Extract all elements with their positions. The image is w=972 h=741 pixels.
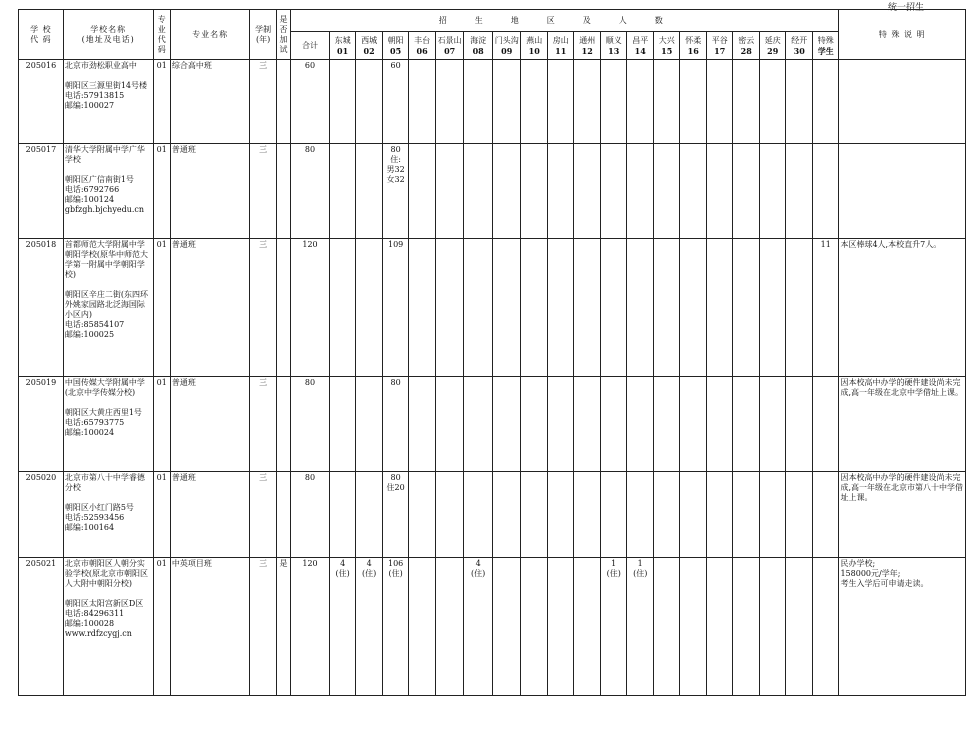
header-district-5 — [464, 32, 493, 60]
district-name: 西城 — [361, 35, 378, 45]
district-count — [627, 239, 654, 377]
district-count — [492, 144, 521, 239]
header-duration: 学制 (年) — [250, 10, 277, 60]
district-count — [521, 239, 548, 377]
district-count — [680, 239, 707, 377]
district-count — [521, 377, 548, 472]
header-area-title: 招生地区及人数 — [291, 10, 839, 32]
district-count — [521, 144, 548, 239]
district-name: 燕山 — [526, 35, 543, 45]
district-count — [733, 60, 760, 144]
district-count — [547, 558, 574, 696]
district-name: 平谷 — [711, 35, 728, 45]
district-count — [733, 558, 760, 696]
header-district-1 — [356, 32, 383, 60]
header-district-9 — [574, 32, 601, 60]
header-major-name: 专业名称 — [170, 10, 250, 60]
extra-test — [276, 144, 290, 239]
district-count — [574, 239, 601, 377]
major-code: 01 — [153, 377, 170, 472]
header-district-10 — [600, 32, 627, 60]
school-name-cell — [63, 239, 153, 377]
district-name: 顺义 — [605, 35, 622, 45]
major-name: 中英项目班 — [170, 558, 250, 696]
district-count: 4 (住) — [464, 558, 493, 696]
district-name: 海淀 — [470, 35, 487, 45]
district-code: 07 — [444, 45, 456, 56]
district-count — [492, 377, 521, 472]
major-code: 01 — [153, 558, 170, 696]
school-code: 205017 — [19, 144, 64, 239]
district-code: 30 — [793, 45, 805, 56]
district-code: 12 — [581, 45, 593, 56]
district-count: 1 (住) — [627, 558, 654, 696]
district-count — [600, 60, 627, 144]
district-count — [812, 60, 839, 144]
district-count — [759, 144, 786, 239]
major-name: 综合高中班 — [170, 60, 250, 144]
district-count — [733, 144, 760, 239]
district-count — [521, 472, 548, 558]
district-code: 10 — [528, 45, 540, 56]
extra-test — [276, 472, 290, 558]
district-count — [521, 60, 548, 144]
district-count — [680, 472, 707, 558]
top-note: 统一招生 — [887, 3, 924, 13]
district-count: 11 — [812, 239, 839, 377]
school-name: 清华大学附属中学广华学校 — [64, 145, 145, 164]
district-count — [653, 472, 680, 558]
district-count — [409, 144, 436, 239]
header-district-16 — [759, 32, 786, 60]
district-count: 80 — [382, 377, 409, 472]
major-code: 01 — [153, 472, 170, 558]
district-count — [759, 60, 786, 144]
duration: 三 — [250, 472, 277, 558]
district-count — [653, 377, 680, 472]
district-name: 通州 — [579, 35, 596, 45]
district-count — [733, 377, 760, 472]
school-code: 205019 — [19, 377, 64, 472]
district-count — [464, 377, 493, 472]
enrollment-table — [18, 9, 966, 696]
district-count — [464, 239, 493, 377]
school-name: 北京市朝阳区人朝分实验学校(原北京市朝阳区人大附中朝阳分校) — [64, 559, 148, 588]
header-notes: 特 殊 说 明 — [839, 10, 966, 60]
major-code: 01 — [153, 144, 170, 239]
district-code: 15 — [661, 45, 673, 56]
major-code: 01 — [153, 60, 170, 144]
school-address: 朝阳区辛庄二街(东四环外姚家园路北泛海国际小区内) 电话:85854107 邮编:100025 — [64, 290, 148, 339]
district-count — [521, 558, 548, 696]
school-address: 朝阳区广信南街1号 电话:6792766 邮编:100124 gbfzgh.bjchyedu.cn — [64, 175, 145, 214]
table-row — [19, 60, 966, 144]
school-address: 朝阳区太阳宫新区D区 电话:84296311 邮编:100028 www.rdfzcygj.cn — [64, 599, 144, 638]
district-count — [356, 377, 383, 472]
extra-test — [276, 377, 290, 472]
school-name-cell — [63, 60, 153, 144]
duration: 三 — [250, 144, 277, 239]
header-district-7 — [521, 32, 548, 60]
district-count: 60 — [382, 60, 409, 144]
special-notes: 因本校高中办学的硬件建设尚未完成,高一年级在北京市第八十中学借址上课。 — [839, 472, 966, 558]
district-count — [812, 377, 839, 472]
table-row — [19, 558, 966, 696]
total-count: 80 — [291, 472, 330, 558]
district-count — [812, 144, 839, 239]
district-code: 05 — [390, 45, 402, 56]
header-school-code: 学 校 代 码 — [19, 10, 64, 60]
district-count — [356, 144, 383, 239]
district-count — [759, 239, 786, 377]
header-district-18 — [812, 32, 839, 60]
table-row — [19, 239, 966, 377]
district-name: 房山 — [552, 35, 569, 45]
total-count: 60 — [291, 60, 330, 144]
district-count: 80 住: 男32 女32 — [382, 144, 409, 239]
header-district-3 — [409, 32, 436, 60]
district-count — [435, 144, 464, 239]
header-district-2 — [382, 32, 409, 60]
header-school-name: 学校名称 (地址及电话) — [63, 10, 153, 60]
district-count — [786, 144, 813, 239]
school-code: 205020 — [19, 472, 64, 558]
duration: 三 — [250, 239, 277, 377]
district-count — [464, 472, 493, 558]
district-count — [786, 377, 813, 472]
district-count — [600, 239, 627, 377]
district-count — [356, 472, 383, 558]
district-code: 17 — [714, 45, 726, 56]
district-count — [706, 144, 733, 239]
district-count — [492, 239, 521, 377]
district-count — [547, 60, 574, 144]
district-count — [547, 144, 574, 239]
major-name: 普通班 — [170, 144, 250, 239]
major-name: 普通班 — [170, 472, 250, 558]
district-count — [706, 60, 733, 144]
district-count — [733, 239, 760, 377]
district-count — [435, 60, 464, 144]
district-count — [627, 472, 654, 558]
district-count: 80 住20 — [382, 472, 409, 558]
header-district-6 — [492, 32, 521, 60]
school-name-cell — [63, 472, 153, 558]
header-district-4 — [435, 32, 464, 60]
school-address: 朝阳区大黄庄西里1号 电话:65793775 邮编:100024 — [64, 408, 142, 437]
district-code: 14 — [634, 45, 646, 56]
district-count — [547, 472, 574, 558]
district-code: 11 — [555, 45, 567, 56]
header-district-15 — [733, 32, 760, 60]
district-code: 06 — [416, 45, 428, 56]
district-code: 29 — [767, 45, 779, 56]
extra-test — [276, 60, 290, 144]
district-count — [329, 144, 356, 239]
table-row — [19, 472, 966, 558]
district-count — [706, 377, 733, 472]
duration: 三 — [250, 377, 277, 472]
district-count — [786, 239, 813, 377]
district-count — [356, 60, 383, 144]
district-code: 08 — [472, 45, 484, 56]
district-count — [653, 558, 680, 696]
district-name: 延庆 — [764, 35, 781, 45]
district-name: 门头沟 — [494, 35, 519, 45]
district-count — [435, 472, 464, 558]
district-name: 东城 — [334, 35, 351, 45]
district-name: 朝阳 — [387, 35, 404, 45]
district-count — [627, 144, 654, 239]
school-address: 朝阳区三源里街14号楼 电话:57913815 邮编:100027 — [64, 81, 148, 110]
table-row — [19, 144, 966, 239]
district-code: 09 — [501, 45, 513, 56]
header-district-12 — [653, 32, 680, 60]
district-count — [329, 377, 356, 472]
district-count — [329, 472, 356, 558]
district-count — [653, 144, 680, 239]
district-count — [547, 377, 574, 472]
district-count — [409, 472, 436, 558]
district-count — [759, 472, 786, 558]
header-major-code: 专 业 代 码 — [153, 10, 170, 60]
district-count — [492, 60, 521, 144]
district-count — [706, 558, 733, 696]
duration: 三 — [250, 558, 277, 696]
school-code: 205016 — [19, 60, 64, 144]
district-name: 石景山 — [437, 35, 462, 45]
district-count — [706, 239, 733, 377]
total-count: 120 — [291, 558, 330, 696]
special-notes — [839, 144, 966, 239]
school-name: 中国传媒大学附属中学(北京中学传媒分校) — [64, 378, 145, 397]
district-count — [733, 472, 760, 558]
district-count — [409, 377, 436, 472]
district-count: 109 — [382, 239, 409, 377]
special-notes: 因本校高中办学的硬件建设尚未完成,高一年级在北京中学借址上课。 — [839, 377, 966, 472]
district-count — [356, 239, 383, 377]
district-count — [759, 377, 786, 472]
total-count: 80 — [291, 144, 330, 239]
district-count — [409, 60, 436, 144]
district-count — [627, 377, 654, 472]
district-count — [435, 239, 464, 377]
district-count — [329, 239, 356, 377]
district-count — [786, 558, 813, 696]
total-count: 80 — [291, 377, 330, 472]
major-code: 01 — [153, 239, 170, 377]
district-count — [786, 472, 813, 558]
header-district-14 — [706, 32, 733, 60]
school-code: 205021 — [19, 558, 64, 696]
district-count — [786, 60, 813, 144]
major-name: 普通班 — [170, 239, 250, 377]
district-count — [409, 239, 436, 377]
district-count — [329, 60, 356, 144]
district-code: 28 — [740, 45, 752, 56]
district-count — [680, 377, 707, 472]
header-district-0 — [329, 32, 356, 60]
district-count — [409, 558, 436, 696]
district-count — [574, 144, 601, 239]
district-count — [464, 60, 493, 144]
district-count — [574, 558, 601, 696]
district-count: 4 (住) — [356, 558, 383, 696]
district-name: 特殊 — [817, 35, 834, 45]
district-name: 经开 — [791, 35, 808, 45]
district-name: 大兴 — [658, 35, 675, 45]
table-row — [19, 377, 966, 472]
school-name: 北京市劲松职业高中 — [64, 61, 137, 70]
district-count — [653, 239, 680, 377]
school-name: 首都师范大学附属中学朝阳学校(原华中师范大学第一附属中学朝阳学校) — [64, 240, 148, 279]
school-name-cell — [63, 144, 153, 239]
special-notes: 民办学校; 158000元/学年; 考生入学后可申请走读。 — [839, 558, 966, 696]
total-count: 120 — [291, 239, 330, 377]
school-name: 北京市第八十中学睿德分校 — [64, 473, 145, 492]
major-name: 普通班 — [170, 377, 250, 472]
district-count: 1 (住) — [600, 558, 627, 696]
school-name-cell — [63, 558, 153, 696]
school-address: 朝阳区小红门路5号 电话:52593456 邮编:100164 — [64, 503, 134, 532]
district-count: 106 (住) — [382, 558, 409, 696]
district-count — [600, 377, 627, 472]
school-code: 205018 — [19, 239, 64, 377]
district-count — [600, 472, 627, 558]
district-count — [680, 60, 707, 144]
district-count — [435, 377, 464, 472]
district-count — [574, 377, 601, 472]
header-district-8 — [547, 32, 574, 60]
district-count — [706, 472, 733, 558]
header-district-13 — [680, 32, 707, 60]
district-count — [812, 558, 839, 696]
district-code: 02 — [363, 45, 375, 56]
district-code: 学生 — [817, 45, 834, 56]
district-name: 怀柔 — [685, 35, 702, 45]
header-district-11 — [627, 32, 654, 60]
header-total: 合计 — [291, 32, 330, 60]
district-name: 密云 — [738, 35, 755, 45]
header-extra-test: 是 否 加 试 — [276, 10, 290, 60]
extra-test: 是 — [276, 558, 290, 696]
school-name-cell — [63, 377, 153, 472]
district-code: 13 — [608, 45, 620, 56]
district-count — [600, 144, 627, 239]
district-count — [435, 558, 464, 696]
district-count — [627, 60, 654, 144]
duration: 三 — [250, 60, 277, 144]
district-count — [574, 472, 601, 558]
district-count — [464, 144, 493, 239]
special-notes: 本区棒球4人,本校直升7人。 — [839, 239, 966, 377]
district-count: 4 (住) — [329, 558, 356, 696]
special-notes — [839, 60, 966, 144]
district-name: 昌平 — [632, 35, 649, 45]
district-count — [653, 60, 680, 144]
extra-test — [276, 239, 290, 377]
district-count — [574, 60, 601, 144]
district-code: 01 — [337, 45, 349, 56]
district-count — [680, 144, 707, 239]
district-count — [759, 558, 786, 696]
district-count — [547, 239, 574, 377]
district-name: 丰台 — [414, 35, 431, 45]
district-code: 16 — [687, 45, 699, 56]
district-count — [492, 472, 521, 558]
district-count — [680, 558, 707, 696]
district-count — [812, 472, 839, 558]
district-count — [492, 558, 521, 696]
header-district-17 — [786, 32, 813, 60]
